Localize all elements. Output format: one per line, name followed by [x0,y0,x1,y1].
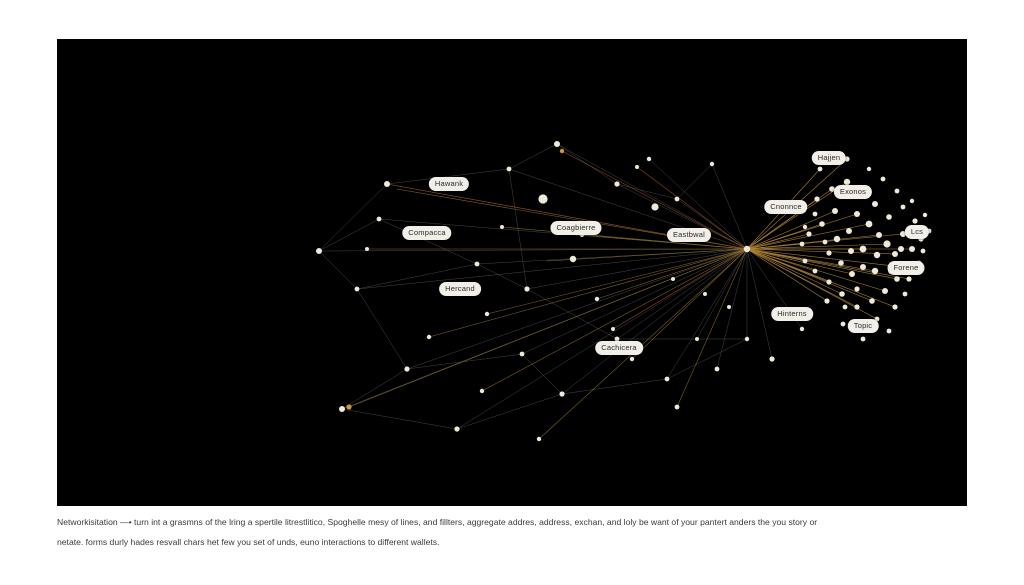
node-label-coagbierre[interactable]: Coagbierre [550,221,601,235]
network-graph-canvas [57,39,967,506]
node-label-topic[interactable]: Topic [848,319,879,333]
graph-edges [319,144,912,439]
node-label-hawank[interactable]: Hawank [429,177,469,191]
graph-node-hub [744,246,750,252]
caption-line-1: Networkisitation —• turn int a grasmns of the lring a spertile litrestlitico, Spoghelle mesy of lines, and fillters, aggregate addres, address, exchan, and loly be want of your pantert anders the you story or [57,517,818,527]
network-graph-panel[interactable] [57,39,967,506]
node-label-cachicera[interactable]: Cachicera [595,341,643,355]
caption-line-2: netate. forms durly hades resvall chars het few you set of unds, euno interactions to different wallets. [57,537,440,547]
node-label-exonos[interactable]: Exonos [834,185,872,199]
node-label-hajjen[interactable]: Hajjen [812,151,846,165]
node-label-hinterns[interactable]: Hinterns [771,307,813,321]
node-label-eastbwal[interactable]: Eastbwal [667,228,711,242]
node-label-compacca[interactable]: Compacca [402,226,451,240]
node-label-lcs[interactable]: Lcs [905,225,929,239]
node-label-forene[interactable]: Forene [888,261,925,275]
figure-caption [57,512,973,552]
node-label-cnonnce[interactable]: Cnonnce [764,200,807,214]
node-label-hercand[interactable]: Hercand [439,282,481,296]
